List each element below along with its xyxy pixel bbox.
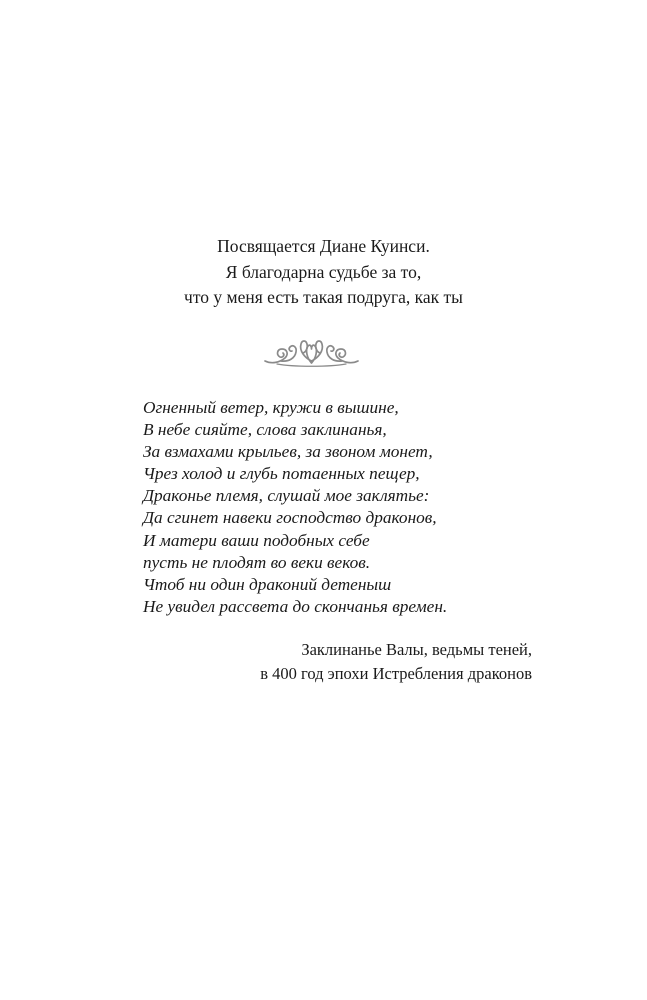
poem-line: Драконье племя, слушай мое заклятье: (143, 486, 430, 506)
poem-line: В небе сияйте, слова заклинанья, (143, 420, 387, 440)
attribution-line: в 400 год эпохи Истребления драконов (260, 664, 532, 683)
dedication-line: Я благодарна судьбе за то, (225, 261, 422, 282)
poem-line: И матери ваши подобных себе (143, 530, 370, 550)
poem-line: За взмахами крыльев, за звоном монет, (143, 442, 433, 462)
poem-line: Да сгинет навеки господство драконов, (143, 508, 437, 528)
poem-line: пусть не плодят во веки веков. (143, 552, 371, 572)
poem-line: Огненный ветер, кружи в вышине, (143, 398, 399, 417)
poem-line: Не увидел рассвета до скончанья времен. (143, 596, 448, 616)
dedication-line: что у меня есть такая подруга, как ты (184, 287, 463, 307)
dedication-line: Посвящается Диане Куинси. (217, 236, 430, 256)
poem (143, 397, 447, 618)
poem-line: Чтоб ни один драконий детеныш (143, 574, 392, 594)
flourish-ornament-icon (263, 336, 360, 370)
poem-line: Чрез холод и глубь потаенных пещер, (143, 464, 420, 484)
attribution-line: Заклинанье Валы, ведьмы теней, (301, 640, 532, 659)
dedication (0, 234, 647, 311)
attribution (260, 638, 532, 686)
